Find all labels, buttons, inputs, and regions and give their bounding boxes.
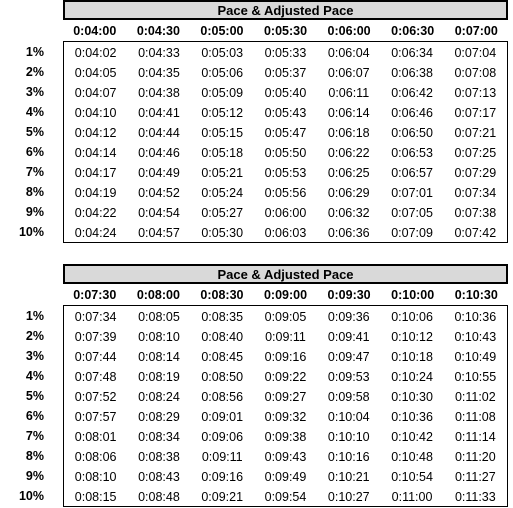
table-cell: 0:10:55 [454, 370, 497, 384]
row-label: 10% [18, 225, 44, 239]
table-cell: 0:10:43 [454, 330, 497, 344]
table-cell: 0:05:33 [264, 46, 307, 60]
table-cell: 0:05:03 [201, 46, 244, 60]
table-cell: 0:08:48 [138, 490, 180, 504]
table-cell: 0:04:41 [138, 106, 180, 120]
row-label: 7% [25, 429, 44, 443]
table-cell: 0:09:38 [264, 430, 307, 444]
row-label: 10% [18, 489, 44, 503]
table-cell: 0:10:21 [327, 470, 370, 484]
table-cell: 0:04:12 [74, 126, 117, 140]
table-cell: 0:04:33 [138, 46, 180, 60]
table-cell: 0:09:32 [264, 410, 307, 424]
table-row [64, 203, 507, 223]
table-cell: 0:09:16 [201, 470, 244, 484]
table-cell: 0:08:43 [138, 470, 180, 484]
table-cell: 0:05:47 [264, 126, 307, 140]
table-cell: 0:08:35 [201, 310, 244, 324]
table-cell: 0:06:53 [391, 146, 433, 160]
data-grid [63, 41, 508, 243]
table-cell: 0:09:22 [264, 370, 307, 384]
table-cell: 0:09:06 [201, 430, 244, 444]
table-cell: 0:07:21 [454, 126, 497, 140]
table-cell: 0:04:22 [74, 206, 117, 220]
table-cell: 0:10:42 [391, 430, 433, 444]
table-cell: 0:08:10 [74, 470, 117, 484]
column-header: 0:07:00 [454, 24, 498, 38]
table-cell: 0:07:57 [74, 410, 117, 424]
row-label: 3% [25, 85, 44, 99]
column-header: 0:08:30 [200, 288, 244, 302]
table-title: Pace & Adjusted Pace [63, 264, 508, 284]
table-cell: 0:07:25 [454, 146, 497, 160]
table-cell: 0:10:12 [391, 330, 433, 344]
table-cell: 0:04:14 [74, 146, 117, 160]
table-cell: 0:07:13 [454, 86, 497, 100]
table-cell: 0:10:36 [454, 310, 497, 324]
table-cell: 0:10:36 [391, 410, 433, 424]
column-header: 0:05:00 [200, 24, 244, 38]
table-cell: 0:08:14 [138, 350, 180, 364]
table-cell: 0:08:15 [74, 490, 117, 504]
table-cell: 0:08:05 [138, 310, 180, 324]
row-label: 8% [25, 185, 44, 199]
table-cell: 0:07:34 [454, 186, 497, 200]
table-cell: 0:11:00 [391, 490, 433, 504]
table-cell: 0:07:08 [454, 66, 497, 80]
table-row [64, 163, 507, 183]
table-row [64, 223, 507, 243]
table-cell: 0:07:04 [454, 46, 497, 60]
table-cell: 0:09:16 [264, 350, 307, 364]
table-row [64, 63, 507, 83]
row-label: 9% [25, 205, 44, 219]
column-header: 0:04:30 [136, 24, 180, 38]
table-cell: 0:04:57 [138, 226, 180, 240]
table-cell: 0:07:39 [74, 330, 117, 344]
row-labels [0, 306, 50, 506]
table-cell: 0:05:40 [264, 86, 307, 100]
table-cell: 0:06:03 [264, 226, 307, 240]
table-cell: 0:09:53 [327, 370, 370, 384]
column-header: 0:09:00 [263, 288, 308, 302]
row-label: 6% [25, 145, 44, 159]
table-cell: 0:09:21 [201, 490, 244, 504]
table-cell: 0:05:30 [201, 226, 244, 240]
row-label: 2% [25, 65, 44, 79]
column-header: 0:05:30 [263, 24, 308, 38]
row-label: 3% [25, 349, 44, 363]
table-cell: 0:07:52 [74, 390, 117, 404]
row-label: 1% [25, 45, 44, 59]
table-cell: 0:07:01 [391, 186, 433, 200]
table-cell: 0:06:22 [327, 146, 370, 160]
row-label: 1% [25, 309, 44, 323]
table-cell: 0:08:50 [201, 370, 244, 384]
table-cell: 0:11:27 [454, 470, 496, 484]
table-cell: 0:06:46 [391, 106, 433, 120]
table-cell: 0:04:02 [74, 46, 117, 60]
table-cell: 0:08:29 [138, 410, 180, 424]
row-label: 8% [25, 449, 44, 463]
table-cell: 0:10:27 [327, 490, 370, 504]
column-header: 0:06:00 [327, 24, 371, 38]
table-cell: 0:06:25 [327, 166, 370, 180]
table-cell: 0:04:05 [74, 66, 117, 80]
table-cell: 0:08:06 [74, 450, 117, 464]
row-label: 6% [25, 409, 44, 423]
table-cell: 0:10:16 [327, 450, 370, 464]
table-cell: 0:08:38 [138, 450, 180, 464]
column-header: 0:06:30 [391, 24, 435, 38]
table-cell: 0:08:56 [201, 390, 244, 404]
table-cell: 0:08:40 [201, 330, 244, 344]
table-cell: 0:08:45 [201, 350, 244, 364]
table-row [64, 183, 507, 203]
table-cell: 0:09:54 [264, 490, 307, 504]
table-row [64, 123, 507, 143]
table-row [64, 43, 507, 63]
table-cell: 0:10:10 [327, 430, 370, 444]
table-cell: 0:07:09 [391, 226, 433, 240]
row-label: 2% [25, 329, 44, 343]
table-cell: 0:06:57 [391, 166, 433, 180]
column-headers [63, 286, 508, 305]
row-label: 5% [25, 389, 44, 403]
column-header: 0:10:30 [454, 288, 498, 302]
table-cell: 0:09:11 [265, 330, 306, 344]
table-cell: 0:04:24 [74, 226, 117, 240]
table-row [64, 447, 507, 467]
table-cell: 0:08:24 [138, 390, 180, 404]
table-cell: 0:06:11 [328, 86, 370, 100]
row-label: 7% [25, 165, 44, 179]
table-cell: 0:04:10 [74, 106, 117, 120]
table-row [64, 367, 507, 387]
table-cell: 0:08:01 [74, 430, 117, 444]
table-cell: 0:05:27 [201, 206, 244, 220]
table-cell: 0:10:04 [327, 410, 370, 424]
table-cell: 0:09:11 [201, 450, 243, 464]
table-cell: 0:06:34 [391, 46, 433, 60]
row-label: 4% [25, 105, 44, 119]
table-cell: 0:04:35 [138, 66, 180, 80]
table-cell: 0:04:17 [74, 166, 117, 180]
table-row [64, 83, 507, 103]
table-row [64, 103, 507, 123]
table-cell: 0:09:27 [264, 390, 307, 404]
column-header: 0:09:30 [327, 288, 371, 302]
table-cell: 0:05:12 [201, 106, 244, 120]
row-label: 5% [25, 125, 44, 139]
column-header: 0:10:00 [391, 288, 435, 302]
table-row [64, 347, 507, 367]
table-cell: 0:08:10 [138, 330, 180, 344]
table-cell: 0:05:37 [264, 66, 307, 80]
table-cell: 0:09:58 [327, 390, 370, 404]
table-cell: 0:10:18 [391, 350, 433, 364]
table-cell: 0:10:49 [454, 350, 497, 364]
table-cell: 0:11:08 [454, 410, 496, 424]
table-cell: 0:06:38 [391, 66, 433, 80]
table-cell: 0:07:48 [74, 370, 117, 384]
table-row [64, 487, 507, 507]
table-cell: 0:04:52 [138, 186, 180, 200]
table-cell: 0:07:05 [391, 206, 433, 220]
table-cell: 0:06:14 [327, 106, 370, 120]
column-header: 0:07:30 [73, 288, 117, 302]
table-cell: 0:06:42 [391, 86, 433, 100]
row-label: 9% [25, 469, 44, 483]
table-cell: 0:07:44 [74, 350, 117, 364]
table-cell: 0:05:18 [201, 146, 244, 160]
table-cell: 0:04:54 [138, 206, 180, 220]
table-cell: 0:06:29 [327, 186, 370, 200]
table-cell: 0:11:02 [454, 390, 496, 404]
table-cell: 0:09:05 [264, 310, 307, 324]
column-header: 0:04:00 [73, 24, 117, 38]
table-cell: 0:06:36 [327, 226, 370, 240]
row-label: 4% [25, 369, 44, 383]
table-cell: 0:04:49 [138, 166, 180, 180]
table-cell: 0:06:32 [327, 206, 370, 220]
table-cell: 0:05:50 [264, 146, 307, 160]
table-cell: 0:06:50 [391, 126, 433, 140]
table-cell: 0:10:06 [391, 310, 433, 324]
table-cell: 0:10:30 [391, 390, 433, 404]
table-cell: 0:10:54 [391, 470, 433, 484]
table-cell: 0:09:41 [327, 330, 370, 344]
table-cell: 0:09:36 [327, 310, 370, 324]
data-grid [63, 305, 508, 507]
table-cell: 0:07:29 [454, 166, 497, 180]
column-headers [63, 22, 508, 41]
table-cell: 0:05:21 [201, 166, 244, 180]
table-row [64, 327, 507, 347]
table-cell: 0:08:34 [138, 430, 180, 444]
table-cell: 0:10:24 [391, 370, 433, 384]
table-cell: 0:09:47 [327, 350, 370, 364]
table-cell: 0:11:33 [454, 490, 496, 504]
table-cell: 0:07:38 [454, 206, 497, 220]
table-cell: 0:11:14 [454, 430, 496, 444]
table-cell: 0:05:56 [264, 186, 307, 200]
table-cell: 0:04:46 [138, 146, 180, 160]
table-cell: 0:05:06 [201, 66, 244, 80]
table-cell: 0:05:09 [201, 86, 244, 100]
table-cell: 0:06:18 [327, 126, 370, 140]
table-cell: 0:10:48 [391, 450, 433, 464]
row-labels [0, 42, 50, 242]
table-cell: 0:04:44 [138, 126, 180, 140]
table-cell: 0:05:24 [201, 186, 244, 200]
table-row [64, 307, 507, 327]
table-cell: 0:09:01 [201, 410, 244, 424]
table-title: Pace & Adjusted Pace [63, 0, 508, 20]
column-header: 0:08:00 [136, 288, 180, 302]
table-cell: 0:06:04 [327, 46, 370, 60]
table-cell: 0:06:00 [264, 206, 307, 220]
table-cell: 0:04:07 [74, 86, 117, 100]
table-cell: 0:09:43 [264, 450, 307, 464]
table-cell: 0:07:42 [454, 226, 497, 240]
table-cell: 0:06:07 [327, 66, 370, 80]
table-cell: 0:04:19 [74, 186, 117, 200]
table-cell: 0:05:15 [201, 126, 244, 140]
table-cell: 0:07:34 [74, 310, 117, 324]
table-row [64, 143, 507, 163]
table-cell: 0:11:20 [454, 450, 496, 464]
table-row [64, 387, 507, 407]
table-row [64, 467, 507, 487]
table-cell: 0:08:19 [138, 370, 180, 384]
table-cell: 0:04:38 [138, 86, 180, 100]
table-row [64, 407, 507, 427]
table-cell: 0:05:43 [264, 106, 307, 120]
table-cell: 0:05:53 [264, 166, 307, 180]
table-row [64, 427, 507, 447]
table-cell: 0:09:49 [264, 470, 307, 484]
table-cell: 0:07:17 [454, 106, 497, 120]
